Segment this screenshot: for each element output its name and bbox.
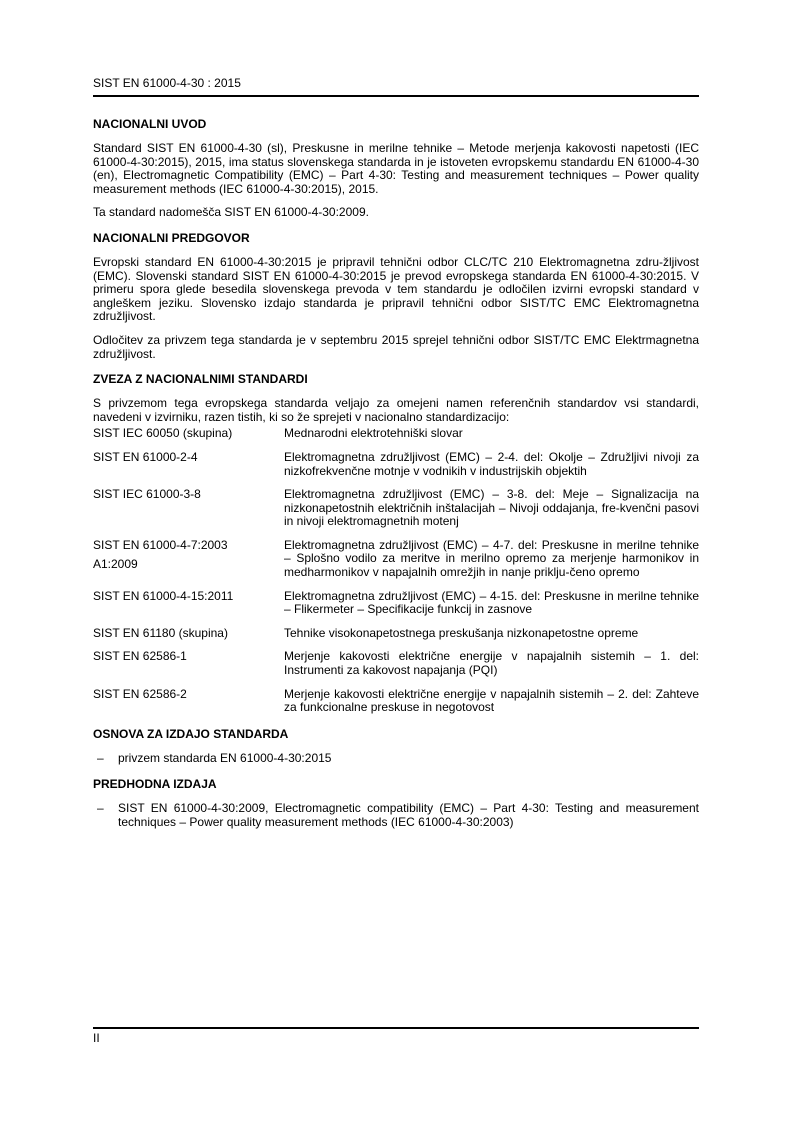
paragraph: Odločitev za privzem tega standarda je v septembru 2015 sprejel tehnični odbor SIST/TC EMC Elektrmagnetna združljivost. <box>93 332 699 361</box>
section-heading: NACIONALNI PREDGOVOR <box>93 230 250 245</box>
list-item <box>93 752 699 766</box>
dash-bullet: – <box>97 801 104 816</box>
paragraph: Evropski standard EN 61000-4-30:2015 je pripravil tehnični odbor CLC/TC 210 Elektromagnetna zdru-žljivost (EMC). Slovenski standard SIST EN 61000-4-30:2015 je prevod evropskega standarda EN 61000-4-30:2015. V primeru spora glede besedila slovenskega prevoda v tem standardu je odločilen izvirni evropski standard v angleškem jeziku. Slovensko izdajo standarda je pripravil tehnični odbor SIST/TC EMC Elektromagnetna združljivost. <box>93 254 699 324</box>
standard-title: Merjenje kakovosti električne energije v napajalnih sistemih – 2. del: Zahteve za funkcionalne preskuse in negotovost <box>284 686 699 715</box>
table-row <box>93 650 699 687</box>
table-row <box>93 539 699 590</box>
standard-code: SIST IEC 60050 (skupina) <box>93 426 233 441</box>
table-row <box>93 427 699 451</box>
dash-bullet: – <box>97 750 104 765</box>
paragraph: S privzemom tega evropskega standarda veljajo za omejeni namen referenčnih standardov vsi standardi, navedeni v izvirniku, razen tistih, ki so že sprejeti v nacionalno standardizacijo: <box>93 396 699 424</box>
section-osnova-za-izdajo <box>93 727 699 766</box>
standard-code: SIST EN 62586-2 <box>93 686 187 701</box>
table-row <box>93 688 699 725</box>
standard-amendment: A1:2009 <box>93 557 138 572</box>
table-row <box>93 451 699 488</box>
list-item-text: privzem standarda EN 61000-4-30:2015 <box>118 750 332 765</box>
reference-standards-table <box>93 427 699 725</box>
section-heading: ZVEZA Z NACIONALNIMI STANDARDI <box>93 372 308 387</box>
section-nacionalni-predgovor <box>93 231 699 361</box>
running-header: SIST EN 61000-4-30 : 2015 <box>93 76 241 90</box>
dash-list <box>93 802 699 829</box>
section-heading: NACIONALNI UVOD <box>93 117 207 131</box>
table-row <box>93 627 699 651</box>
header-rule <box>93 95 699 97</box>
standard-code: SIST EN 61000-2-4 <box>93 449 198 464</box>
standard-title: Elektromagnetna združljivost (EMC) – 2-4. del: Okolje – Združljivi nivoji za nizkofrekvenčne motnje v vodnikih v industrijskih objektih <box>284 449 699 478</box>
standard-title: Merjenje kakovosti električne energije v napajalnih sistemih – 1. del: Instrumenti za kakovost napajanja (PQI) <box>284 649 699 678</box>
section-nacionalni-uvod <box>93 117 699 220</box>
standard-code-cell <box>93 539 284 590</box>
section-zveza-z-nacionalnimi-standardi <box>93 372 699 725</box>
standard-title: Elektromagnetna združljivost (EMC) – 4-15. del: Preskusne in merilne tehnike – Flikermeter – Specifikacije funkcij in zasnove <box>284 588 699 617</box>
standard-code: SIST EN 62586-1 <box>93 649 187 664</box>
list-item-text: SIST EN 61000-4-30:2009, Electromagnetic compatibility (EMC) – Part 4-30: Testing and measurement techniques – Power quality measurement methods (IEC 61000-4-30:2003) <box>118 801 699 829</box>
table-row <box>93 488 699 539</box>
standard-title: Tehnike visokonapetostnega preskušanja nizkonapetostne opreme <box>284 625 639 640</box>
paragraph: Standard SIST EN 61000-4-30 (sl), Preskusne in merilne tehnike – Metode merjenja kakovosti napetosti (IEC 61000-4-30:2015), 2015, ima status slovenskega standarda in je istoveten evropskemu standardu EN 61000-4-30 (en), Electromagnetic Compatibility (EMC) – Part 4-30: Testing and measurement techniques – Power quality measurement methods (IEC 61000-4-30:2015), 2015. <box>93 141 699 196</box>
table-row <box>93 590 699 627</box>
section-predhodna-izdaja <box>93 777 699 829</box>
standard-code: SIST EN 61000-4-15:2011 <box>93 588 234 603</box>
standard-title: Elektromagnetna združljivost (EMC) – 4-7. del: Preskusne in merilne tehnike – Splošno vodilo za meritve in merilno opremo za merjenje harmonikov in medharmonikov v napajalnih omrežjih in nanje priklju-čeno opremo <box>284 537 699 580</box>
dash-list <box>93 752 699 766</box>
page-body <box>93 117 699 840</box>
section-heading: PREDHODNA IZDAJA <box>93 777 217 792</box>
standard-code: SIST IEC 61000-3-8 <box>93 487 201 502</box>
section-heading: OSNOVA ZA IZDAJO STANDARDA <box>93 726 289 741</box>
standard-title: Elektromagnetna združljivost (EMC) – 3-8. del: Meje – Signalizacija na nizkonapetostnih električnih inštalacijah – Nivoji oddajanja, fre-kvenčni pasovi in nivoji elektromagnetnih motenj <box>284 487 699 529</box>
footer-rule <box>93 1027 699 1029</box>
page-number: II <box>93 1031 100 1045</box>
standard-title: Mednarodni elektrotehniški slovar <box>284 426 463 441</box>
standard-code: SIST EN 61000-4-7:2003 <box>93 537 228 552</box>
standard-code: SIST EN 61180 (skupina) <box>93 625 228 640</box>
list-item <box>93 802 699 829</box>
paragraph: Ta standard nadomešča SIST EN 61000-4-30:2009. <box>93 205 369 220</box>
